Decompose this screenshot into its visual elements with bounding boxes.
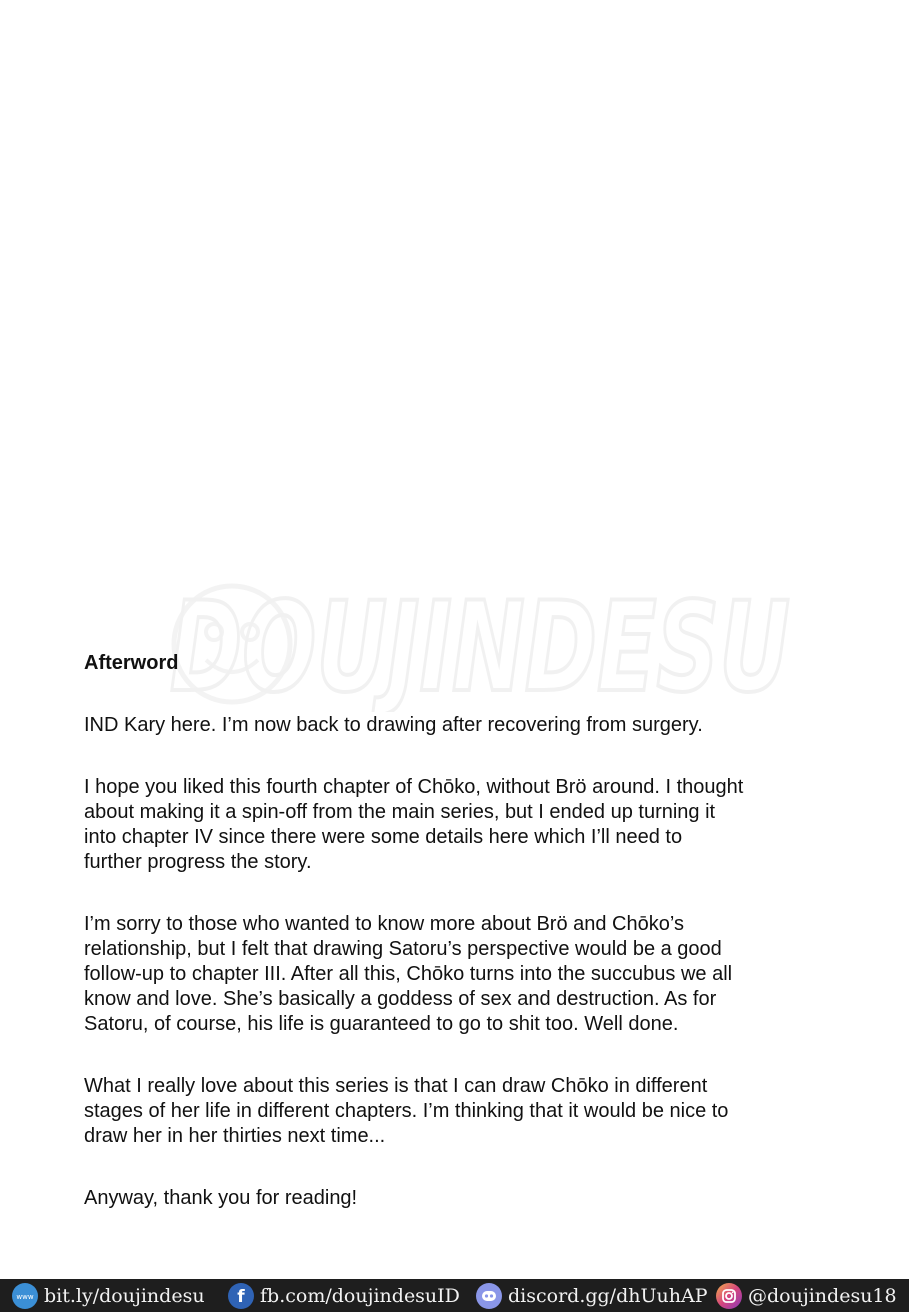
paragraph-thanks: Anyway, thank you for reading! bbox=[84, 1187, 358, 1209]
facebook-icon bbox=[228, 1283, 254, 1309]
globe-icon bbox=[12, 1283, 38, 1309]
watermark-text: DOUJINDESU bbox=[170, 576, 790, 712]
discord-link-text: discord.gg/dhUuhAP bbox=[508, 1284, 708, 1307]
paragraph-chapter-four: I hope you liked this fourth chapter of Chōko, without Brö around. I thought about making it a spin-off from the main series, but I ended up turning it into chapter IV since there were some details here which I’ll need to further progress the story. bbox=[84, 776, 744, 873]
instagram-link-text: @doujindesu18 bbox=[748, 1284, 897, 1307]
instagram-link[interactable] bbox=[716, 1283, 897, 1309]
paragraph-intro: IND Kary here. I’m now back to drawing after recovering from surgery. bbox=[84, 714, 703, 736]
website-link-text: bit.ly/doujindesu bbox=[44, 1284, 205, 1307]
facebook-link[interactable] bbox=[228, 1283, 460, 1309]
svg-text:f: f bbox=[237, 1286, 245, 1307]
paragraph-relationship: I’m sorry to those who wanted to know more about Brö and Chōko’s relationship, but I felt that drawing Satoru’s perspective would be a good follow-up to chapter III. After all this, Chōko turns into the succubus we all know and love. She’s basically a goddess of sex and destruction. As for Satoru, of course, his life is guaranteed to go to shit too. Well done. bbox=[84, 913, 733, 1035]
afterword-article bbox=[84, 651, 804, 1248]
website-link[interactable] bbox=[12, 1283, 205, 1309]
discord-icon bbox=[476, 1283, 502, 1309]
svg-text:www: www bbox=[16, 1292, 34, 1301]
discord-link[interactable] bbox=[476, 1283, 707, 1309]
footer-links-bar bbox=[0, 1279, 909, 1312]
facebook-link-text: fb.com/doujindesuID bbox=[260, 1284, 460, 1307]
paragraph-series: What I really love about this series is that I can draw Chōko in different stages of her life in different chapters. I’m thinking that it would be nice to draw her in her thirties next time... bbox=[84, 1075, 729, 1147]
afterword-heading: Afterword bbox=[84, 652, 179, 674]
instagram-icon bbox=[716, 1283, 742, 1309]
